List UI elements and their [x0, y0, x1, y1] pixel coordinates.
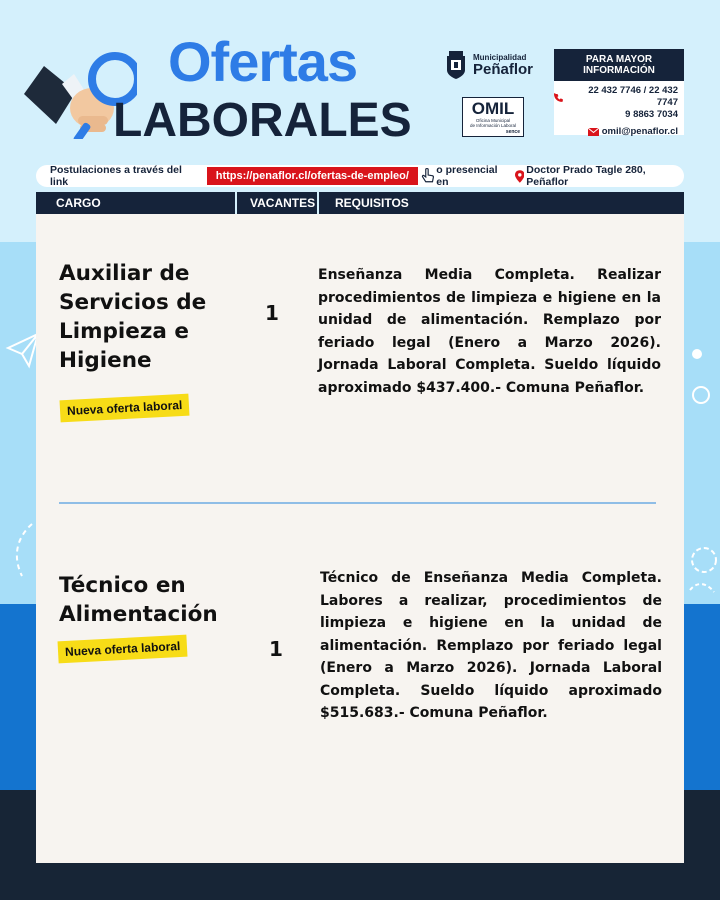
omil-logo [462, 97, 524, 137]
contact-info-box [554, 49, 684, 135]
office-address: Doctor Prado Tagle 280, Peñaflor [526, 164, 646, 188]
job-title: Técnico en Alimentación [59, 573, 218, 627]
circles-deco-icon [688, 340, 716, 410]
table-header [36, 192, 684, 214]
municipality-name: Peñaflor [473, 60, 534, 78]
link-bar-prefix: Postulaciones a través del link [50, 164, 182, 188]
job-title: Auxiliar de Servicios de Limpieza e Higiene [59, 261, 207, 373]
phone-line-1 [554, 85, 684, 109]
sence-label: sence [505, 129, 520, 135]
omil-subtitle-2: de Información Laboral [469, 123, 517, 128]
application-link-bar [36, 165, 684, 187]
dashed-circle-deco-icon [684, 540, 720, 600]
phone-icon [554, 93, 563, 102]
title-ofertas: Ofertas [168, 30, 358, 93]
row-divider [59, 502, 656, 504]
municipality-label: Municipalidad [473, 52, 527, 62]
phone-numbers-2: 9 8863 7034 [625, 109, 678, 120]
location-pin-icon [515, 170, 525, 183]
column-header-requisitos: REQUISITOS [335, 196, 409, 210]
title-laborales: LABORALES [113, 94, 412, 147]
vacancy-count: 1 [269, 637, 283, 661]
new-offer-badge: Nueva oferta laboral [60, 394, 190, 423]
municipality-logo [445, 50, 533, 80]
mail-icon [588, 128, 599, 136]
omil-subtitle-1: Oficina Municipal [475, 118, 511, 123]
phone-numbers-1: 22 432 7746 / 22 432 7747 [588, 85, 678, 108]
contact-info-title-1: PARA MAYOR [585, 54, 653, 65]
vacancy-count: 1 [265, 301, 279, 325]
job-table [36, 214, 684, 863]
contact-info-header [554, 49, 684, 81]
column-header-vacantes: VACANTES [237, 192, 319, 214]
new-offer-badge: Nueva oferta laboral [58, 635, 188, 664]
email-line [554, 126, 684, 138]
email-address[interactable]: omil@penaflor.cl [601, 126, 678, 137]
application-url-link[interactable]: https://penaflor.cl/ofertas-de-empleo/ [207, 167, 418, 185]
job-requirements: Técnico de Enseñanza Media Completa. Labores a realizar, procedimientos de limpieza e higiene en la unidad de alimentación. Remplazo por feriado legal (Enero a Marzo 2026). Jornada Laboral Completa. Sueldo líquido aproximado $515.683.- Comuna Peñaflor. [320, 570, 662, 721]
link-bar-middle: o presencial en [436, 164, 498, 188]
cursor-hand-icon [420, 167, 435, 185]
coat-of-arms-icon [445, 50, 467, 80]
column-header-cargo: CARGO [36, 192, 237, 214]
omil-title: OMIL [471, 99, 515, 118]
job-requirements: Enseñanza Media Completa. Realizar procedimientos de limpieza e higiene en la unidad de alimentación. Remplazo por feriado legal (Enero a Marzo 2026). Jornada Laboral Completa. Sueldo líquido aproximado $437.400.- Comuna Peñaflor. [318, 267, 661, 396]
contact-info-title-2: INFORMACIÓN [583, 65, 655, 76]
